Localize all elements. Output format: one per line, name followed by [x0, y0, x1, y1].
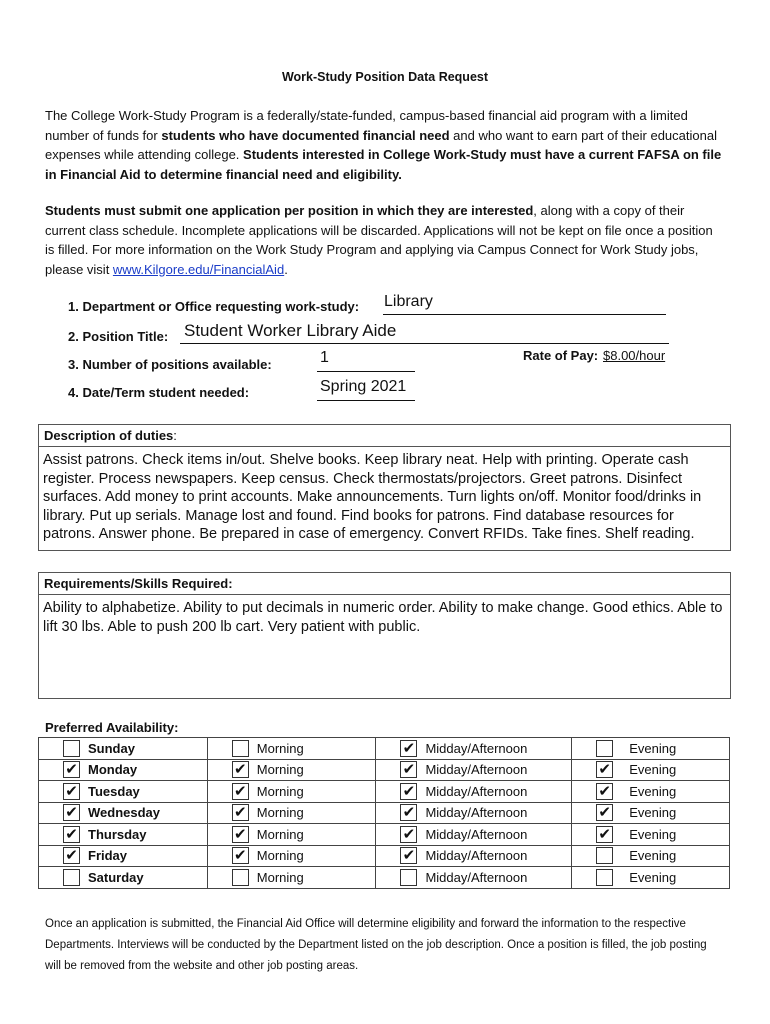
evening-label: Evening — [629, 762, 677, 778]
morning-checkbox[interactable]: ✔ — [232, 804, 249, 821]
morning-label: Morning — [256, 805, 304, 821]
availability-cell — [572, 781, 730, 803]
morning-checkbox[interactable]: ✔ — [232, 761, 249, 778]
rate-of-pay-label: Rate of Pay: — [523, 348, 599, 363]
morning-checkbox[interactable]: ✔ — [232, 847, 249, 864]
evening-checkbox[interactable] — [596, 847, 613, 864]
availability-cell — [207, 867, 376, 889]
day-label: Tuesday — [88, 783, 140, 799]
availability-cell — [39, 781, 208, 803]
requirements-heading: Requirements/Skills Required: — [39, 573, 730, 595]
availability-cell — [376, 759, 572, 781]
availability-cell — [207, 845, 376, 867]
availability-cell — [39, 845, 208, 867]
evening-label: Evening — [629, 783, 677, 799]
day-checkbox[interactable]: ✔ — [63, 783, 80, 800]
midday-checkbox[interactable] — [400, 869, 417, 886]
midday-checkbox[interactable]: ✔ — [400, 783, 417, 800]
day-label: Monday — [88, 762, 138, 778]
day-checkbox[interactable] — [63, 869, 80, 886]
morning-checkbox[interactable]: ✔ — [232, 783, 249, 800]
position-title-label: 2. Position Title: — [68, 329, 169, 344]
morning-checkbox[interactable] — [232, 869, 249, 886]
day-label: Sunday — [88, 740, 135, 756]
availability-cell — [376, 845, 572, 867]
availability-row — [39, 802, 730, 824]
day-checkbox[interactable]: ✔ — [63, 826, 80, 843]
availability-cell — [207, 802, 376, 824]
availability-cell — [207, 824, 376, 846]
duties-box — [38, 424, 731, 551]
intro-emphasis: students who have documented financial need — [161, 127, 450, 143]
morning-label: Morning — [256, 740, 304, 756]
availability-row — [39, 824, 730, 846]
date-term-label: 4. Date/Term student needed: — [68, 385, 250, 400]
morning-label: Morning — [256, 826, 304, 842]
footer-note: Once an application is submitted, the Financial Aid Office will determine eligibility and forward the information to the respective Departments. Interviews will be conducted by the Department listed on the job description. Once a position is filled, the job posting will be removed from the website and other job posting areas. — [45, 918, 707, 972]
availability-row — [39, 845, 730, 867]
evening-checkbox[interactable]: ✔ — [596, 783, 613, 800]
evening-checkbox[interactable]: ✔ — [596, 826, 613, 843]
evening-checkbox[interactable]: ✔ — [596, 761, 613, 778]
rate-of-pay-field[interactable]: $8.00/hour — [603, 348, 666, 363]
day-checkbox[interactable]: ✔ — [63, 761, 80, 778]
availability-row — [39, 867, 730, 889]
date-term-underline — [317, 400, 415, 401]
day-label: Friday — [88, 848, 128, 864]
requirements-box — [38, 572, 731, 699]
midday-label: Midday/Afternoon — [425, 762, 528, 778]
evening-label: Evening — [629, 848, 677, 864]
day-checkbox[interactable] — [63, 740, 80, 757]
availability-cell — [207, 759, 376, 781]
day-label: Thursday — [88, 826, 147, 842]
midday-checkbox[interactable]: ✔ — [400, 847, 417, 864]
duties-text[interactable]: Assist patrons. Check items in/out. Shelve books. Keep library neat. Help with printing. Operate cash register. Process newspapers. Keep census. Check thermostats/projectors. Greet patrons. Disinfect surfaces. Add money to print accounts. Make announcements. Turn lights on/off. Monitor food/drinks in library. Put up serials. Manage lost and found. Find books for patrons. Find database resources for patrons. Answer phone. Be prepared in case of emergency. Convert RFIDs. Take fines. Shelf reading. — [43, 452, 702, 542]
position-title-underline — [180, 343, 669, 344]
financial-aid-link[interactable]: www.Kilgore.edu/FinancialAid — [112, 261, 285, 277]
morning-checkbox[interactable]: ✔ — [232, 826, 249, 843]
availability-heading: Preferred Availability: — [45, 720, 179, 735]
morning-label: Morning — [256, 869, 304, 885]
application-text: , along with a copy of their current class schedule. Incomplete applications will be discarded. Applications will not be kept on file once a position is filled. For more information on the Work Study Program and applying via Campus Connect for Work Study jobs, please visit — [45, 203, 713, 277]
period: . — [284, 261, 288, 277]
requirements-text[interactable]: Ability to alphabetize. Ability to put decimals in numeric order. Ability to make change. Good ethics. Able to lift 30 lbs. Able to push 200 lb cart. Very patient with public. — [43, 600, 723, 635]
availability-cell — [572, 738, 730, 760]
midday-checkbox[interactable]: ✔ — [400, 804, 417, 821]
availability-cell — [39, 802, 208, 824]
midday-label: Midday/Afternoon — [425, 805, 528, 821]
intro-paragraph — [45, 106, 725, 184]
midday-checkbox[interactable]: ✔ — [400, 761, 417, 778]
evening-checkbox[interactable] — [596, 869, 613, 886]
availability-cell — [376, 824, 572, 846]
positions-count-label: 3. Number of positions available: — [68, 357, 272, 372]
department-label: 1. Department or Office requesting work-study: — [68, 299, 360, 314]
position-title-field[interactable]: Student Worker Library Aide — [184, 321, 397, 340]
availability-cell — [572, 802, 730, 824]
day-label: Wednesday — [88, 805, 161, 821]
availability-cell — [207, 781, 376, 803]
evening-checkbox[interactable]: ✔ — [596, 804, 613, 821]
midday-checkbox[interactable]: ✔ — [400, 740, 417, 757]
availability-cell — [376, 802, 572, 824]
evening-checkbox[interactable] — [596, 740, 613, 757]
midday-label: Midday/Afternoon — [425, 848, 528, 864]
day-checkbox[interactable]: ✔ — [63, 847, 80, 864]
duties-heading — [39, 425, 730, 447]
intro-text: The College Work-Study Program is a federally/state-funded, campus-based financial aid program with a limited number of funds for — [45, 108, 688, 143]
day-checkbox[interactable]: ✔ — [63, 804, 80, 821]
duties-heading-text: Description of duties — [44, 428, 174, 443]
availability-cell — [376, 738, 572, 760]
availability-row — [39, 781, 730, 803]
date-term-field[interactable]: Spring 2021 — [320, 378, 407, 395]
page-title: Work-Study Position Data Request — [281, 70, 489, 84]
availability-table — [38, 737, 730, 889]
application-paragraph — [45, 201, 725, 279]
department-underline — [383, 314, 666, 315]
midday-label: Midday/Afternoon — [425, 740, 528, 756]
availability-cell — [39, 738, 208, 760]
application-emphasis: Students must submit one application per position in which they are interested — [45, 203, 534, 218]
evening-label: Evening — [629, 826, 677, 842]
availability-cell — [39, 759, 208, 781]
availability-cell — [572, 759, 730, 781]
positions-count-field[interactable]: 1 — [320, 349, 329, 366]
fafsa-requirement: Students interested in College Work-Study must have a current FAFSA on file in Financial Aid to determine financial need and eligibility. — [45, 147, 722, 182]
morning-label: Morning — [256, 848, 304, 864]
positions-count-underline — [317, 371, 415, 372]
day-label: Saturday — [88, 869, 144, 885]
evening-label: Evening — [629, 805, 677, 821]
availability-cell — [572, 845, 730, 867]
midday-label: Midday/Afternoon — [425, 783, 528, 799]
evening-label: Evening — [629, 869, 677, 885]
midday-label: Midday/Afternoon — [425, 826, 528, 842]
availability-cell — [207, 738, 376, 760]
department-field[interactable]: Library — [384, 293, 433, 310]
duties-heading-colon: : — [173, 428, 177, 443]
availability-cell — [39, 867, 208, 889]
availability-cell — [39, 824, 208, 846]
morning-label: Morning — [256, 762, 304, 778]
availability-row — [39, 738, 730, 760]
midday-label: Midday/Afternoon — [425, 869, 528, 885]
intro-text: and who want to earn part of their educational expenses while attending college. — [45, 127, 717, 162]
availability-cell — [572, 824, 730, 846]
availability-cell — [572, 867, 730, 889]
midday-checkbox[interactable]: ✔ — [400, 826, 417, 843]
evening-label: Evening — [629, 740, 677, 756]
morning-checkbox[interactable] — [232, 740, 249, 757]
availability-cell — [376, 781, 572, 803]
availability-cell — [376, 867, 572, 889]
morning-label: Morning — [256, 783, 304, 799]
availability-row — [39, 759, 730, 781]
